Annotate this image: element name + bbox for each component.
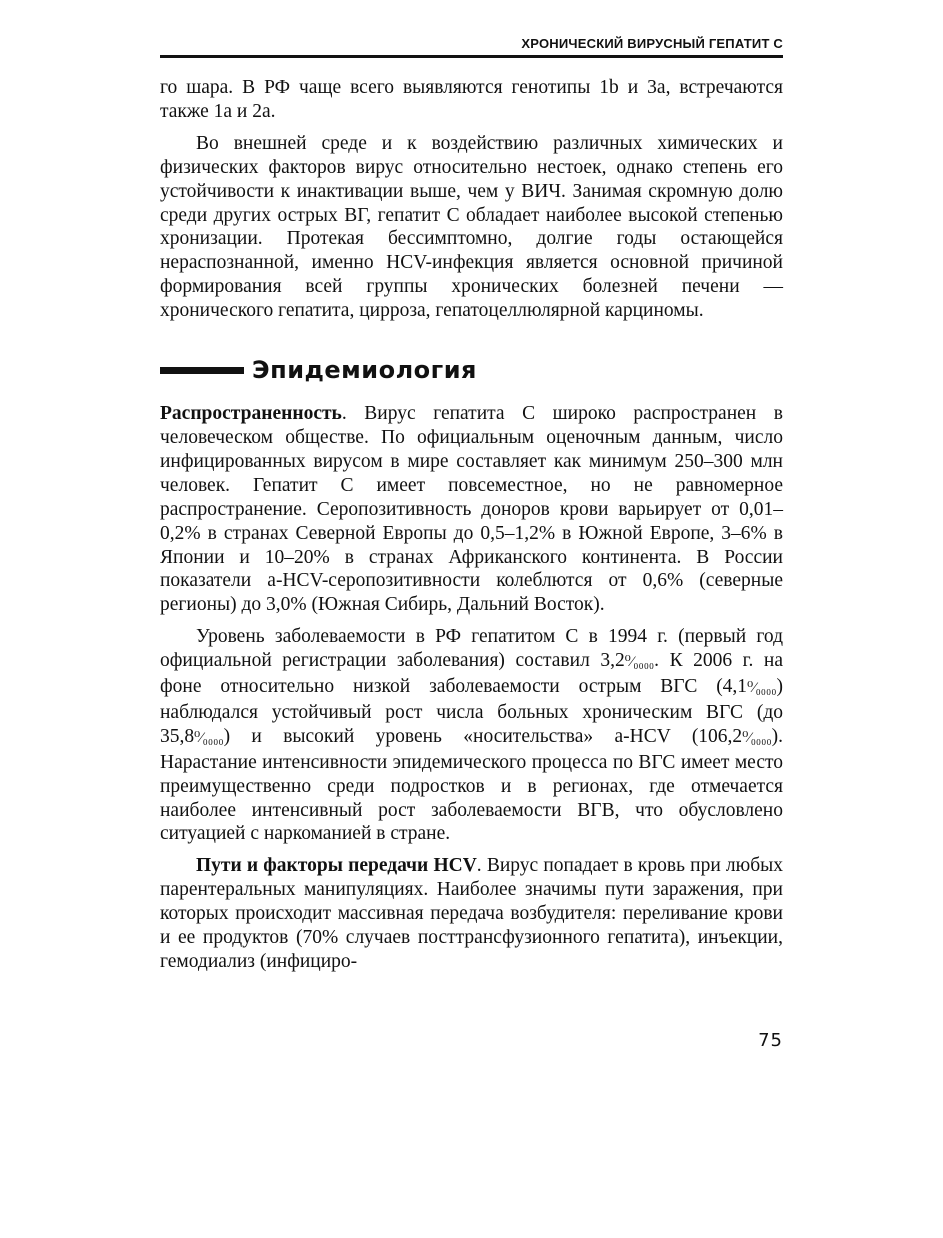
heading-bar-decoration [160, 367, 244, 374]
running-head: ХРОНИЧЕСКИЙ ВИРУСНЫЙ ГЕПАТИТ С [521, 36, 783, 51]
incidence-text-2: . К 2006 г. на фоне относительно низкой заболеваемости острым ВГС (4,1 [160, 650, 783, 698]
paragraph-prevalence [160, 402, 783, 617]
runin-heading-prevalence: Распространенность [160, 403, 342, 425]
transmission-text: . Вирус попадает в кровь при любых парентеральных манипуляциях. Наиболее значимы пути заражения, при которых происходит массивная передача возбудителя: переливание крови и ее продуктов (70% случаев посттрансфузионного гепатита), инъекции, гемодиализ (инфициро- [160, 855, 783, 972]
per-100000-sign: ⁰⁄₀₀₀₀ [747, 680, 777, 697]
incidence-text-1: Уровень заболеваемости в РФ гепатитом С в 1994 г. (первый год официальной регистрации заболевания) составил 3,2 [160, 626, 783, 672]
per-100000-sign: ⁰⁄₀₀₀₀ [194, 729, 224, 746]
page-number: 75 [758, 1030, 783, 1051]
per-100000-sign: ⁰⁄₀₀₀₀ [624, 654, 655, 671]
per-100000-sign: ⁰⁄₀₀₀₀ [742, 729, 772, 746]
incidence-text-5: ). Нарастание интенсивности эпидемического процесса по ВГС имеет место преимущественно среди подростков и в регионах, где отмечается наиболее интенсивный рост заболеваемости ВГВ, что обусловлено ситуацией с наркоманией в стране. [160, 725, 783, 845]
runin-heading-transmission: Пути и факторы передачи HCV [196, 855, 477, 877]
paragraph-virus-stability: Во внешней среде и к воздействию различных химических и физических факторов вирус относительно нестоек, однако степень его устойчивости к инактивации выше, чем у ВИЧ. Занимая скромную долю среди других острых ВГ, гепатит С обладает наиболее высокой степенью хронизации. Протекая бессимптомно, долгие годы остающейся нераспознанной, именно HCV-инфекция является основной причиной формирования всей группы хронических болезней печени — хронического гепатита, цирроза, гепатоцеллюлярной карциномы. [160, 132, 783, 322]
incidence-text-4: ) и высокий уровень «носительства» a-HCV (106,2 [223, 725, 743, 747]
section-heading-text: Эпидемиология [252, 356, 477, 385]
paragraph-continuation: го шара. В РФ чаще всего выявляются генотипы 1b и 3а, встречаются также 1а и 2а. [160, 77, 783, 122]
prevalence-text: . Вирус гепатита С широко распространен в человеческом обществе. По официальным оценочным данным, число инфицированных вирусом в мире составляет как минимум 250–300 млн человек. Гепатит С имеет повсеместное, но не равномерное распространение. Серопозитивность доноров крови варьирует от 0,01–0,2% в странах Северной Европы до 0,5–1,2% в Южной Европе, 3–6% в Японии и 10–20% в странах Африканского континента. В России показатели a-HCV-серопозитивности колеблются от 0,6% (северные регионы) до 3,0% (Южная Сибирь, Дальний Восток). [160, 403, 783, 616]
section-heading [160, 353, 783, 387]
paragraph-incidence [160, 625, 783, 846]
header-rule [160, 55, 783, 58]
incidence-text-3: ) наблюдался устойчивый рост числа больных хроническим ВГС (до 35,8 [160, 676, 783, 747]
paragraph-transmission [160, 854, 783, 974]
body-text [160, 76, 783, 974]
